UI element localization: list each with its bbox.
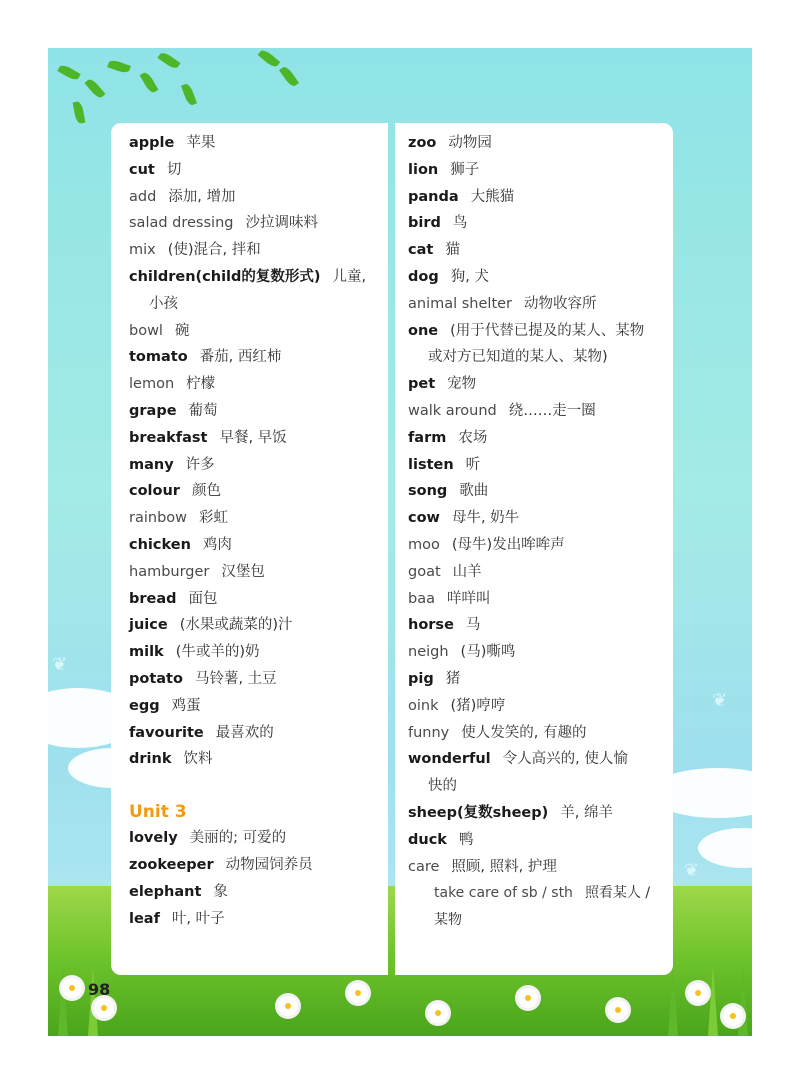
vocab-word: juice (129, 617, 168, 634)
vocab-meaning: (马)嘶鸣 (460, 644, 516, 661)
leaf-icon (258, 48, 281, 69)
vocab-meaning: 马铃薯, 土豆 (194, 670, 277, 687)
vocab-meaning: (母牛)发出哞哞声 (451, 536, 565, 553)
vocab-meaning: 颜色 (191, 483, 221, 500)
vocab-word: salad dressing (129, 215, 234, 232)
vocab-word: song (408, 483, 448, 500)
vocab-entry (408, 827, 670, 854)
vocab-meaning: 猫 (445, 242, 460, 259)
vocab-meaning: 碗 (174, 322, 190, 339)
vocab-word: children(child的复数形式) (129, 268, 321, 285)
grass-blade (708, 966, 718, 1036)
vocab-entry (129, 425, 384, 452)
vocab-entry (408, 559, 670, 586)
right-column (408, 130, 670, 934)
vocab-meaning: 母牛, 奶牛 (451, 510, 520, 527)
vocab-word: chicken (129, 536, 191, 553)
vocab-word: elephant (129, 883, 202, 900)
vocab-meaning: 早餐, 早饭 (219, 429, 287, 446)
vocab-entry (408, 318, 670, 372)
vocab-entry (129, 720, 384, 747)
vocab-word: wonderful (408, 751, 491, 768)
vocab-word: bird (408, 215, 441, 232)
vocab-word: horse (408, 617, 454, 634)
vocab-word: pet (408, 376, 436, 393)
grass-blade (58, 966, 68, 1036)
vocab-entry (129, 130, 384, 157)
vocab-entry (408, 291, 670, 318)
vocab-word: lovely (129, 830, 178, 847)
vocab-meaning-continuation: 小孩 (149, 295, 178, 312)
vocab-meaning: 汉堡包 (221, 563, 265, 580)
vocab-entry (129, 371, 384, 398)
vocab-meaning: 许多 (185, 456, 215, 473)
vocab-word: drink (129, 751, 172, 768)
vocab-meaning: 动物园 (448, 135, 492, 151)
vocab-entry (408, 398, 670, 425)
vocab-meaning: 鸟 (452, 215, 468, 232)
vocab-entry (129, 264, 384, 318)
vocab-entry (129, 505, 384, 532)
vocab-word: breakfast (129, 429, 208, 446)
vocab-meaning: 农场 (458, 429, 488, 446)
vocab-word: pig (408, 670, 434, 687)
vocab-entry (408, 746, 670, 800)
vocab-meaning: 最喜欢的 (215, 724, 274, 741)
vocab-entry (129, 586, 384, 613)
vocab-word: cow (408, 510, 440, 527)
vocab-word: bowl (129, 322, 163, 339)
vocab-meaning: 马 (465, 617, 481, 634)
vocab-meaning: (牛或羊的)奶 (175, 644, 260, 661)
vocab-word: zoo (408, 135, 437, 151)
vocab-entry (129, 906, 384, 933)
vocab-meaning: (水果或蔬菜的)汁 (179, 617, 293, 634)
vocab-meaning: 歌曲 (459, 483, 489, 500)
grass-blade (738, 966, 748, 1036)
vocab-entry (129, 318, 384, 345)
vocab-entry (129, 879, 384, 906)
vocab-meaning: 切 (166, 161, 182, 178)
vocab-entry (408, 505, 670, 532)
word-list (408, 130, 670, 880)
vocab-word: dog (408, 268, 439, 285)
vocab-word: lemon (129, 376, 175, 393)
daisy-icon (348, 983, 368, 1003)
daisy-icon (723, 1006, 743, 1026)
vocab-word: sheep(复数sheep) (408, 804, 549, 821)
vocab-meaning: 大熊猫 (470, 188, 515, 205)
vocab-meaning: 鸡蛋 (171, 697, 201, 714)
vocab-entry (408, 693, 670, 720)
vocab-entry (408, 237, 670, 264)
vocab-meaning: 美丽的; 可爱的 (189, 830, 287, 847)
vocab-word: listen (408, 456, 454, 473)
vocab-meaning-continuation: 快的 (428, 778, 457, 795)
daisy-icon (688, 983, 708, 1003)
vocab-word: baa (408, 590, 435, 607)
vocab-meaning: (猪)哼哼 (450, 697, 506, 714)
vocab-meaning: 番茄, 西红柿 (199, 349, 282, 366)
vocab-meaning: 动物收容所 (524, 295, 597, 312)
vocab-entry (408, 639, 670, 666)
vocab-entry (129, 825, 384, 852)
vocab-meaning: 葡萄 (188, 402, 218, 419)
leaf-icon (140, 71, 159, 95)
word-list (129, 130, 384, 773)
butterfly-icon: ❦ (684, 860, 700, 881)
vocab-word: farm (408, 429, 447, 446)
vocab-word: panda (408, 188, 459, 205)
vocab-meaning: 象 (213, 883, 228, 900)
vocab-entry (129, 478, 384, 505)
vocab-entry (129, 746, 384, 773)
butterfly-icon: ❦ (712, 690, 728, 711)
vocab-meaning: 令人高兴的, 使人愉 (502, 751, 628, 768)
vocab-meaning: 宠物 (447, 376, 477, 393)
leaf-icon (57, 63, 81, 82)
leaf-icon (107, 59, 131, 75)
vocab-word: cut (129, 161, 155, 178)
vocab-word: duck (408, 831, 447, 848)
vocab-word: rainbow (129, 510, 187, 527)
vocab-meaning: (使)混合, 拌和 (167, 242, 261, 259)
vocab-meaning: 面包 (188, 590, 218, 607)
page-number: 98 (88, 980, 111, 999)
vocab-entry (408, 130, 670, 157)
vocab-word: cat (408, 242, 434, 259)
vocab-word: neigh (408, 644, 449, 661)
vocab-entry (129, 666, 384, 693)
vocab-word: leaf (129, 910, 160, 927)
vocab-word: grape (129, 402, 177, 419)
vocab-word: potato (129, 670, 183, 687)
vocab-meaning: 沙拉调味料 (245, 215, 318, 232)
vocab-meaning: 添加, 增加 (168, 188, 236, 205)
vocab-entry (408, 586, 670, 613)
leaf-icon (84, 77, 105, 100)
vocab-meaning: 山羊 (452, 563, 482, 580)
vocab-entry (129, 852, 384, 879)
vocab-meaning: 鸭 (458, 831, 474, 848)
vocab-entry (408, 210, 670, 237)
vocab-entry (408, 425, 670, 452)
vocab-word: lion (408, 161, 439, 178)
vocab-entry (129, 693, 384, 720)
vocab-entry (408, 800, 670, 827)
daisy-icon (278, 996, 298, 1016)
phrase-text: take care of sb / sth (434, 885, 573, 902)
vocab-entry (129, 452, 384, 479)
vocab-entry (408, 371, 670, 398)
grass-blade (668, 966, 678, 1036)
vocab-meaning: (用于代替已提及的某人、某物 (450, 322, 645, 339)
vocab-entry (129, 398, 384, 425)
vocab-entry (408, 532, 670, 559)
vocab-entry (408, 854, 670, 881)
vocab-meaning: 饮料 (183, 751, 213, 768)
vocab-word: tomato (129, 349, 188, 366)
vocab-meaning: 叶, 叶子 (171, 910, 225, 927)
vocab-meaning: 动物园饲养员 (225, 856, 313, 873)
vocab-word: oink (408, 697, 439, 714)
vocab-word: walk around (408, 402, 497, 419)
vocab-word: moo (408, 536, 440, 553)
vocab-entry (129, 639, 384, 666)
vocab-entry (408, 184, 670, 211)
vocab-entry (408, 452, 670, 479)
vocab-entry (408, 264, 670, 291)
word-list (129, 825, 384, 932)
vocab-meaning: 照顾, 照料, 护理 (451, 858, 557, 875)
leaf-icon (279, 65, 299, 88)
vocab-word: many (129, 456, 174, 473)
vocab-meaning: 羊, 绵羊 (560, 804, 613, 821)
vocab-meaning: 鸡肉 (202, 536, 232, 553)
daisy-icon (428, 1003, 448, 1023)
vocab-entry (129, 532, 384, 559)
vocab-word: colour (129, 483, 180, 500)
vocab-entry (408, 612, 670, 639)
cloud (698, 828, 752, 868)
butterfly-icon: ❦ (52, 654, 68, 675)
vocab-word: mix (129, 242, 156, 259)
phrase-meaning: 照看某人 / (584, 885, 651, 902)
vocab-word: animal shelter (408, 295, 513, 312)
vocab-entry (129, 237, 384, 264)
vocab-word: funny (408, 724, 450, 741)
vocab-meaning: 猪 (445, 670, 461, 687)
leaf-icon (73, 101, 86, 124)
vocab-word: bread (129, 590, 177, 607)
vocab-word: milk (129, 644, 164, 661)
vocab-word: goat (408, 563, 441, 580)
vocab-meaning: 儿童, (332, 268, 367, 285)
vocab-meaning: 咩咩叫 (446, 590, 491, 607)
vocab-entry (129, 344, 384, 371)
vocab-word: hamburger (129, 563, 210, 580)
vocab-entry (129, 612, 384, 639)
unit-heading: Unit 3 (129, 802, 187, 823)
vocab-meaning: 听 (465, 456, 481, 473)
daisy-icon (94, 998, 114, 1018)
vocab-entry (129, 157, 384, 184)
daisy-icon (518, 988, 538, 1008)
vocab-meaning: 狮子 (450, 161, 480, 178)
vocab-entry (408, 157, 670, 184)
vocab-entry (408, 478, 670, 505)
vocab-meaning-continuation: 或对方已知道的某人、某物) (428, 349, 608, 366)
vocab-entry (408, 666, 670, 693)
vocab-meaning: 狗, 犬 (450, 268, 489, 285)
vocab-entry (408, 720, 670, 747)
vocab-entry (129, 184, 384, 211)
vocab-word: apple (129, 135, 175, 151)
phrase-entry (408, 880, 670, 907)
vocab-word: zookeeper (129, 856, 214, 873)
vocab-word: one (408, 322, 439, 339)
daisy-icon (62, 978, 82, 998)
leaf-icon (181, 83, 197, 107)
vocab-meaning: 柠檬 (186, 376, 216, 393)
vocab-entry (129, 559, 384, 586)
left-column (129, 130, 384, 932)
phrase-continuation: 某物 (434, 912, 462, 929)
vocab-meaning: 绕……走一圈 (508, 402, 596, 419)
vocab-meaning: 彩虹 (199, 510, 228, 527)
vocab-meaning: 使人发笑的, 有趣的 (461, 724, 587, 741)
vocab-word: favourite (129, 724, 204, 741)
leaf-icon (157, 51, 180, 71)
vocab-meaning: 苹果 (186, 135, 216, 151)
vocab-word: care (408, 858, 440, 875)
daisy-icon (608, 1000, 628, 1020)
vocab-word: add (129, 188, 157, 205)
vocab-word: egg (129, 697, 160, 714)
vocab-entry (129, 210, 384, 237)
